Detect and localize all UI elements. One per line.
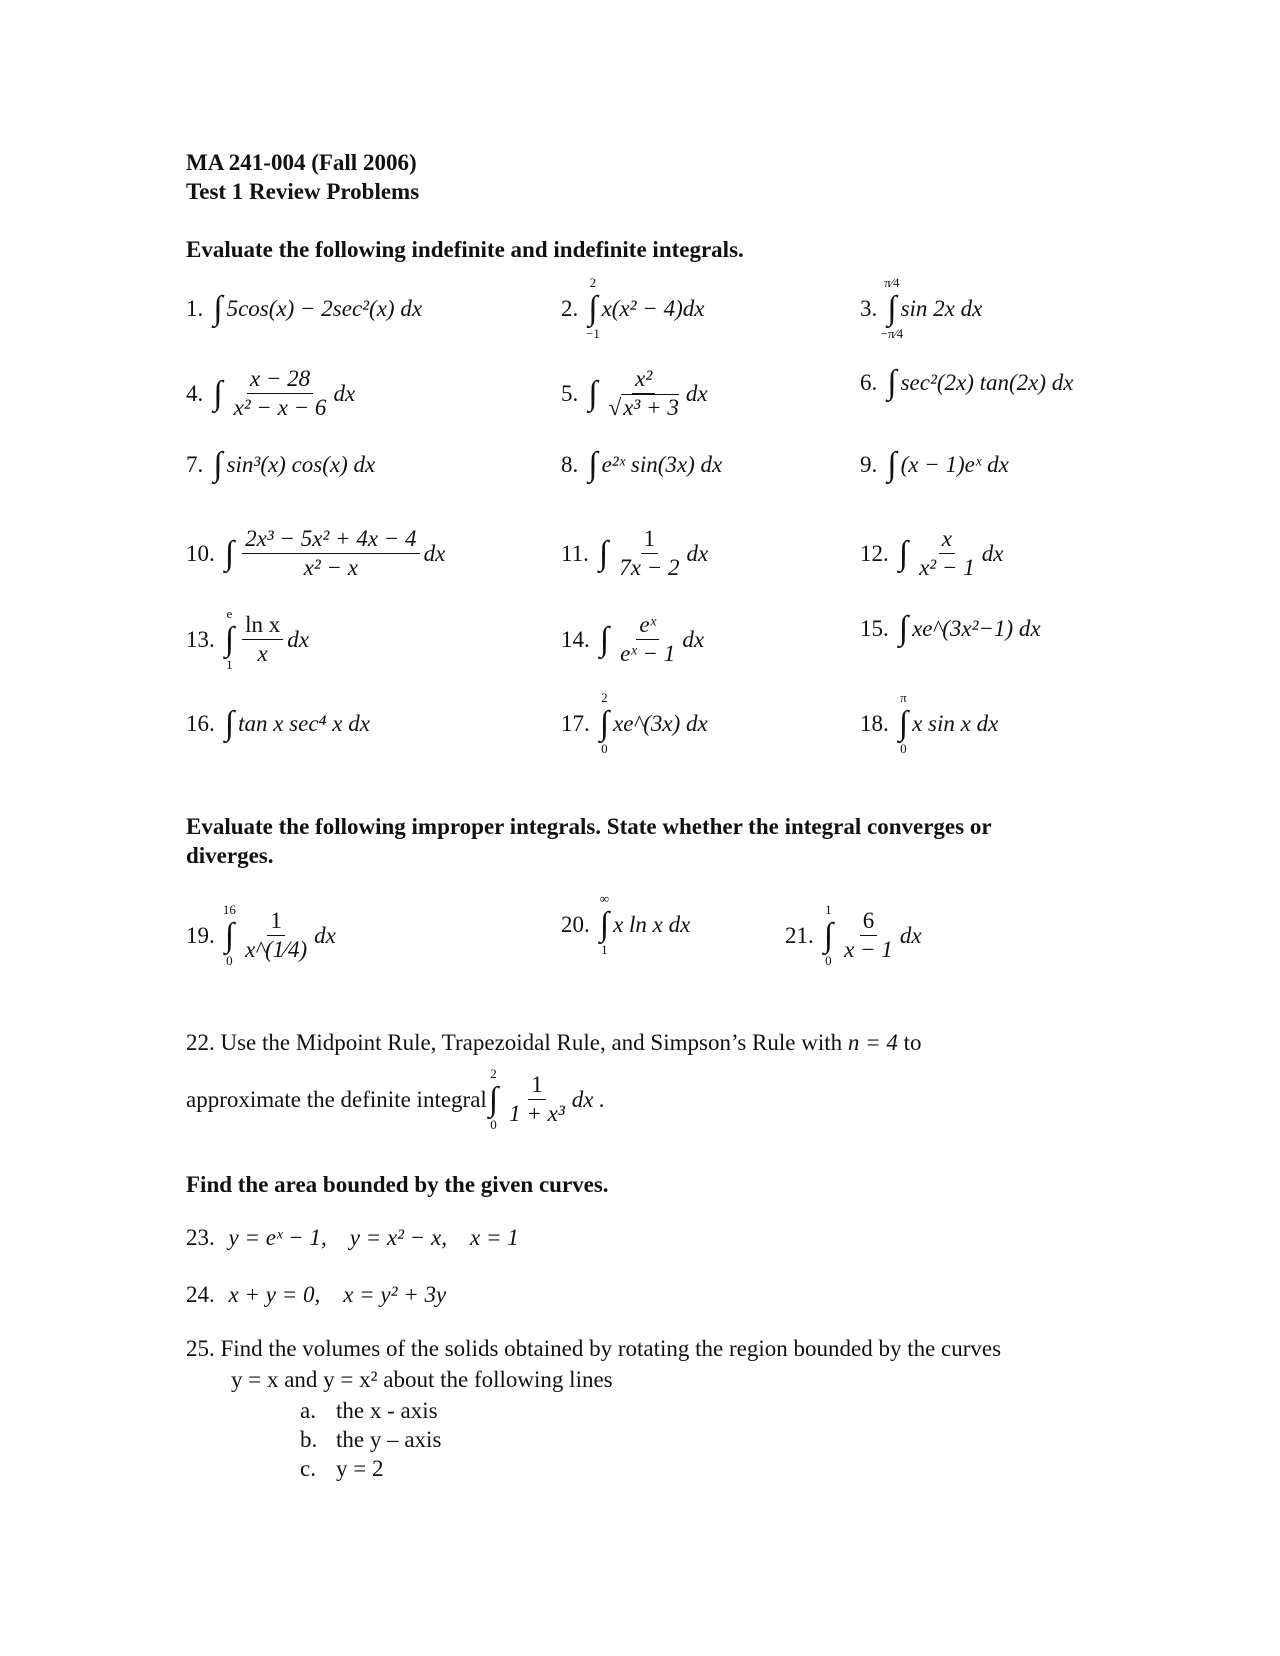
- lower-limit: 0: [825, 952, 832, 968]
- integral-sign: ∫ 2 −1: [585, 275, 600, 341]
- lower-limit: −π⁄4: [880, 326, 904, 341]
- integrand: 5cos(x) − 2sec²(x) dx: [226, 296, 423, 321]
- denominator: x: [257, 641, 268, 666]
- problem-number: 24.: [186, 1282, 215, 1307]
- numerator: 1: [528, 1072, 546, 1100]
- numerator: eˣ: [636, 612, 659, 640]
- problem-18: [860, 690, 999, 756]
- lower-limit: 0: [601, 741, 608, 756]
- problem-number: 20.: [561, 912, 590, 937]
- upper-limit: e: [226, 605, 233, 621]
- option-label: b.: [300, 1427, 318, 1452]
- option-text: the y – axis: [336, 1427, 442, 1452]
- document-title: Test 1 Review Problems: [186, 179, 420, 204]
- upper-limit: 2: [589, 275, 597, 290]
- section2-heading-cont: diverges.: [186, 843, 274, 868]
- integral-sign: ∫: [599, 620, 610, 658]
- numerator: x²: [632, 366, 655, 394]
- differential: dx: [423, 540, 446, 566]
- problem-number: 7.: [186, 452, 204, 477]
- problem-1: [186, 292, 422, 326]
- problem-number: 5.: [561, 380, 579, 406]
- differential: dx: [333, 380, 356, 406]
- upper-limit: 2: [601, 690, 608, 705]
- problem-4: [186, 366, 355, 421]
- integral-sign: ∫: [887, 364, 897, 401]
- problem-25-options: [300, 1398, 441, 1485]
- problem-number: 3.: [860, 296, 878, 321]
- integral-sign: ∫: [224, 705, 235, 742]
- lower-limit: 1: [226, 656, 233, 672]
- integral-sign: ∫ π 0: [898, 690, 909, 756]
- problem-25-line1: 25. Find the volumes of the solids obtained by rotating the region bounded by the curves: [186, 1336, 1002, 1361]
- problem-22-text2: approximate the definite integral: [186, 1086, 487, 1112]
- upper-limit: ∞: [599, 891, 610, 906]
- integral-sign: ∫ π⁄4 −π⁄4: [880, 275, 904, 341]
- fraction: [841, 908, 896, 963]
- problem-21: [785, 901, 922, 968]
- problem-number: 9.: [860, 452, 878, 477]
- integral-sign: ∫: [588, 374, 598, 412]
- option-b: [300, 1427, 441, 1456]
- denominator: 1 + x³: [509, 1101, 565, 1126]
- differential: dx: [682, 626, 705, 652]
- denominator: x² − x − 6: [233, 395, 327, 420]
- integral-sign: ∫ e 1: [224, 605, 235, 672]
- fraction: [616, 526, 682, 581]
- denominator: eˣ − 1: [620, 641, 676, 666]
- numerator: 1: [267, 908, 285, 936]
- differential: dx: [287, 626, 309, 652]
- integral-sign: ∫: [898, 610, 909, 647]
- denominator: x − 1: [844, 937, 893, 962]
- integral-sign: ∫ 16 0: [222, 901, 236, 968]
- problem-number: 2.: [561, 296, 579, 321]
- problem-number: 17.: [561, 711, 590, 736]
- problem-25-line2: y = x and y = x² about the following lines: [231, 1367, 613, 1392]
- differential: dx: [899, 922, 922, 948]
- n-value: n = 4: [847, 1030, 898, 1055]
- integral-sign: ∫: [887, 446, 897, 483]
- integrand: sec²(2x) tan(2x) dx: [900, 370, 1074, 395]
- integral-sign: ∫: [213, 374, 223, 412]
- sqrt-sign: √: [608, 395, 622, 420]
- problem-number: 23.: [186, 1225, 215, 1250]
- denominator: x^(1⁄4): [245, 937, 308, 962]
- integrand: e²ˣ sin(3x) dx: [601, 452, 723, 477]
- integral-sign: ∫: [588, 446, 598, 483]
- fraction: [617, 612, 678, 667]
- numerator: 1: [641, 526, 659, 554]
- problem-14: [561, 612, 704, 667]
- upper-limit: π: [900, 690, 907, 705]
- problem-22-text: 22. Use the Midpoint Rule, Trapezoidal Rule, and Simpson’s Rule with: [186, 1030, 843, 1055]
- integrand: (x − 1)eˣ dx: [900, 452, 1009, 477]
- problem-19: [186, 901, 336, 968]
- problem-22-text-end: to: [903, 1030, 922, 1055]
- fraction: [916, 526, 978, 581]
- problem-23: [186, 1225, 519, 1251]
- lower-limit: 0: [226, 952, 233, 968]
- fraction: [242, 612, 283, 667]
- numerator: x − 28: [247, 366, 313, 394]
- problem-8: [561, 448, 722, 482]
- problem-12: [860, 526, 1003, 581]
- problem-24-equations: x + y = 0, x = y² + 3y: [228, 1282, 447, 1307]
- upper-limit: 16: [222, 901, 236, 917]
- section2-heading: Evaluate the following improper integrals. State whether the integral converges or: [186, 814, 992, 839]
- fraction: [231, 366, 330, 421]
- option-c: [300, 1456, 441, 1485]
- problem-11: [561, 526, 708, 581]
- option-label: a.: [300, 1398, 316, 1423]
- integrand: sin 2x dx: [900, 296, 983, 321]
- problem-number: 4.: [186, 380, 204, 406]
- integrand: x ln x dx: [613, 912, 691, 937]
- integrand: x sin x dx: [912, 711, 999, 736]
- numerator: 6: [860, 908, 878, 936]
- denominator: x² − 1: [919, 555, 975, 580]
- differential: dx: [685, 380, 708, 406]
- problem-13: [186, 605, 309, 672]
- option-text: y = 2: [336, 1456, 384, 1481]
- problem-number: 11.: [561, 540, 589, 566]
- problem-22-line2: [186, 1065, 605, 1132]
- integral-sign: ∫ ∞ 1: [599, 891, 610, 957]
- integrand: xe^(3x) dx: [613, 711, 708, 736]
- differential: dx: [314, 922, 336, 948]
- option-text: the x - axis: [336, 1398, 438, 1423]
- problem-number: 6.: [860, 370, 878, 395]
- differential: dx .: [571, 1086, 605, 1112]
- denominator: x² − x: [303, 555, 358, 580]
- integrand: sin³(x) cos(x) dx: [226, 452, 376, 477]
- problem-22-line1: [186, 1030, 922, 1056]
- problem-number: 13.: [186, 626, 215, 652]
- section3-heading: Find the area bounded by the given curves.: [186, 1172, 609, 1197]
- denominator: x³ + 3: [623, 395, 679, 420]
- differential: dx: [981, 540, 1004, 566]
- problem-number: 16.: [186, 711, 215, 736]
- integral-sign: ∫ 1 0: [823, 901, 834, 968]
- lower-limit: −1: [585, 326, 600, 341]
- problem-10: [186, 526, 445, 581]
- problem-number: 18.: [860, 711, 889, 736]
- problem-7: [186, 448, 375, 482]
- integral-sign: ∫: [224, 534, 235, 572]
- integral-sign: ∫: [213, 290, 223, 327]
- problem-number: 21.: [785, 922, 814, 948]
- problem-number: 12.: [860, 540, 889, 566]
- problem-16: [186, 707, 370, 741]
- lower-limit: 0: [900, 741, 907, 756]
- option-a: [300, 1398, 441, 1427]
- problem-number: 10.: [186, 540, 215, 566]
- integrand: x(x² − 4)dx: [601, 296, 705, 321]
- integral-sign: ∫: [898, 534, 909, 572]
- integral-sign: ∫ 2 0: [488, 1065, 499, 1132]
- problem-6: [860, 366, 1074, 400]
- problem-number: 1.: [186, 296, 204, 321]
- problem-15: [860, 612, 1041, 646]
- upper-limit: 2: [490, 1065, 497, 1081]
- course-title: MA 241-004 (Fall 2006): [186, 150, 417, 175]
- lower-limit: 1: [601, 942, 608, 957]
- section1-heading: Evaluate the following indefinite and indefinite integrals.: [186, 237, 744, 262]
- upper-limit: π⁄4: [884, 275, 900, 290]
- problem-number: 15.: [860, 616, 889, 641]
- denominator: 7x − 2: [619, 555, 680, 580]
- problem-9: [860, 448, 1009, 482]
- numerator: ln x: [242, 612, 283, 640]
- problem-number: 8.: [561, 452, 579, 477]
- integral-sign: ∫: [213, 446, 223, 483]
- numerator: 2x³ − 5x² + 4x − 4: [242, 526, 419, 554]
- differential: dx: [686, 540, 709, 566]
- problem-number: 19.: [186, 922, 215, 948]
- fraction: [242, 908, 310, 963]
- integral-sign: ∫: [598, 534, 609, 572]
- lower-limit: 0: [490, 1116, 497, 1132]
- fraction: [242, 526, 419, 581]
- integrand: tan x sec⁴ x dx: [238, 711, 370, 736]
- numerator: x: [939, 526, 955, 554]
- problem-3: [860, 275, 983, 341]
- integral-sign: ∫ 2 0: [599, 690, 610, 756]
- problem-24: [186, 1282, 446, 1308]
- integrand: xe^(3x²−1) dx: [912, 616, 1041, 641]
- fraction: [606, 366, 682, 421]
- option-label: c.: [300, 1456, 316, 1481]
- problem-5: [561, 366, 708, 421]
- problem-20: [561, 891, 691, 957]
- problem-number: 14.: [561, 626, 590, 652]
- problem-17: [561, 690, 708, 756]
- fraction: [506, 1072, 568, 1127]
- problem-2: [561, 275, 705, 341]
- problem-23-equations: y = eˣ − 1, y = x² − x, x = 1: [228, 1225, 519, 1250]
- upper-limit: 1: [825, 901, 832, 917]
